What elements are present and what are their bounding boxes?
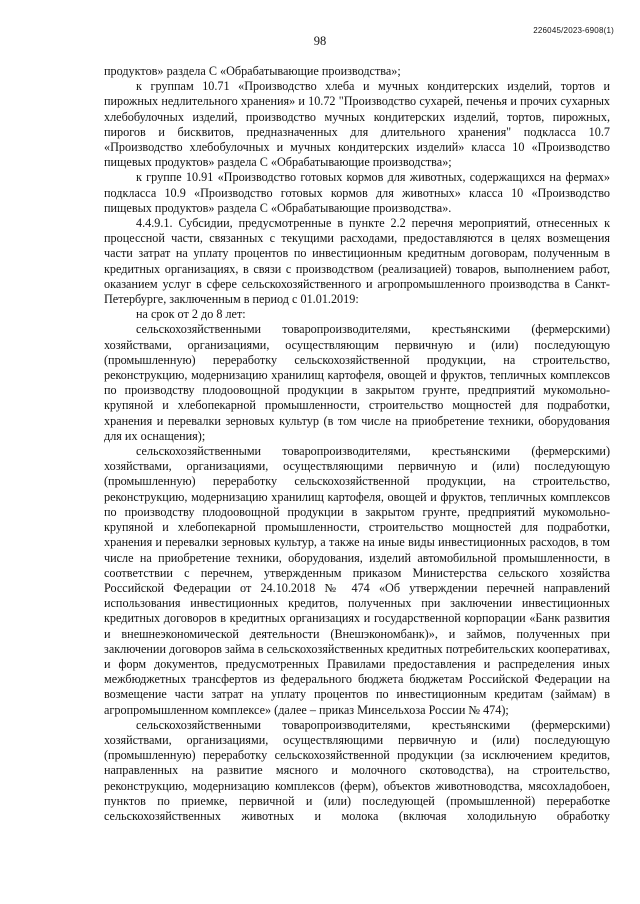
document-body xyxy=(104,64,610,824)
paragraph-continuation: продуктов» раздела С «Обрабатывающие производства»; xyxy=(104,64,401,78)
paragraph-term: на срок от 2 до 8 лет: xyxy=(136,307,246,322)
paragraph-4-4-9-1: 4.4.9.1. Субсидии, предусмотренные в пункте 2.2 перечня мероприятий, отнесенных к процессной части, связанных с текущими расходами, предоставляются в целях возмещения части затрат на уплату процентов по инвестиционным кредитным договорам, полученным в кредитных организациях, в связи с производством (реализацией) товаров, выполнением работ, оказанием услуг в сфере сельскохозяйственного и агропромышленного производства в Санкт-Петербурге, заключенным в период с 01.01.2019: xyxy=(104,216,610,307)
page-number: 98 xyxy=(313,34,327,48)
paragraph-group-10-91: к группе 10.91 «Производство готовых кормов для животных, содержащихся на фермах» подкласса 10.9 «Производство готовых кормов для животных» класса 10 «Производство пищевых продуктов» раздела С «Обрабатывающие производства». xyxy=(104,170,610,215)
paragraph-groups-10-71-10-72: к группам 10.71 «Производство хлеба и мучных кондитерских изделий, тортов и пирожных недлительного хранения» и 10.72 "Производство сухарей, печенья и прочих сухарных хлебобулочных изделий, производство мучных кондитерских изделий, тортов, пирожных, пирогов и бисквитов, предназначенных для длительного хранения" подкласса 10.7 «Производство хлебобулочных и мучных кондитерских изделий» класса 10 «Производство пищевых продуктов» раздела С «Обрабатывающие производства»; xyxy=(104,79,610,170)
paragraph-storage-construction: сельскохозяйственными товаропроизводителями, крестьянскими (фермерскими) хозяйствами, организациями, осуществляющим первичную и (или) последующую (промышленную) переработку сельскохозяйственной продукции, на строительство, реконструкцию, модернизацию хранилищ картофеля, овощей и фруктов, тепличных комплексов по производству плодоовощной продукции в закрытом грунте, предприятий мукомольно-крупяной и хлебопекарной промышленности, строительство мощностей для подработки, хранения и перевалки зерновых культур (в том числе на приобретение техники, оборудования для их оснащения); xyxy=(104,322,610,443)
paragraph-livestock-complexes: сельскохозяйственными товаропроизводителями, крестьянскими (фермерскими) хозяйствами, организациями, осуществляющими первичную и (или) последующую (промышленную) переработку сельскохозяйственной продукции (за исключением кредитов, направленных на развитие мясного и молочного скотоводства), на строительство, реконструкцию, модернизацию комплексов (ферм), объектов животноводства, мясохладобоен, пунктов по приемке, первичной и (или) последующей (промышленной) переработке сельскохозяйственных животных и молока (включая холодильную обработку xyxy=(104,717,610,823)
document-registration-number: 226045/2023-6908(1) xyxy=(533,26,614,35)
paragraph-investment-expenses: сельскохозяйственными товаропроизводителями, крестьянскими (фермерскими) хозяйствами, организациями, осуществляющими первичную и (или) последующую (промышленную) переработку сельскохозяйственной продукции, на строительство, реконструкцию, модернизацию хранилищ картофеля, овощей и фруктов, тепличных комплексов по производству плодоовощной продукции в закрытом грунте, предприятий мукомольно-крупяной и хлебопекарной промышленности, строительство мощностей для подработки, хранения и перевалки зерновых культур, а также на иные виды инвестиционных расходов, в том числе на приобретение техники, оборудования, изделий автомобильной промышленности, в соответствии с перечнем, утвержденным приказом Министерства сельского хозяйства Российской Федерации от 24.10.2018 № 474 «Об утверждении перечней направлений использования инвестиционных кредитов, полученных при заключении инвестиционных кредитных договоров в кредитных организациях и государственной корпорации «Банк развития и внешнеэкономической деятельности (Внешэкономбанк)», и займов, полученных при заключении договоров займа в сельскохозяйственных кредитных потребительских кооперативах, и форм документов, предусмотренных Правилами предоставления и распределения иных межбюджетных трансфертов из федерального бюджета бюджетам Российской Федерации на возмещение части затрат на уплату процентов по инвестиционным кредитам (займам) в агропромышленном комплексе» (далее – приказ Минсельхоза России № 474); xyxy=(104,444,610,717)
